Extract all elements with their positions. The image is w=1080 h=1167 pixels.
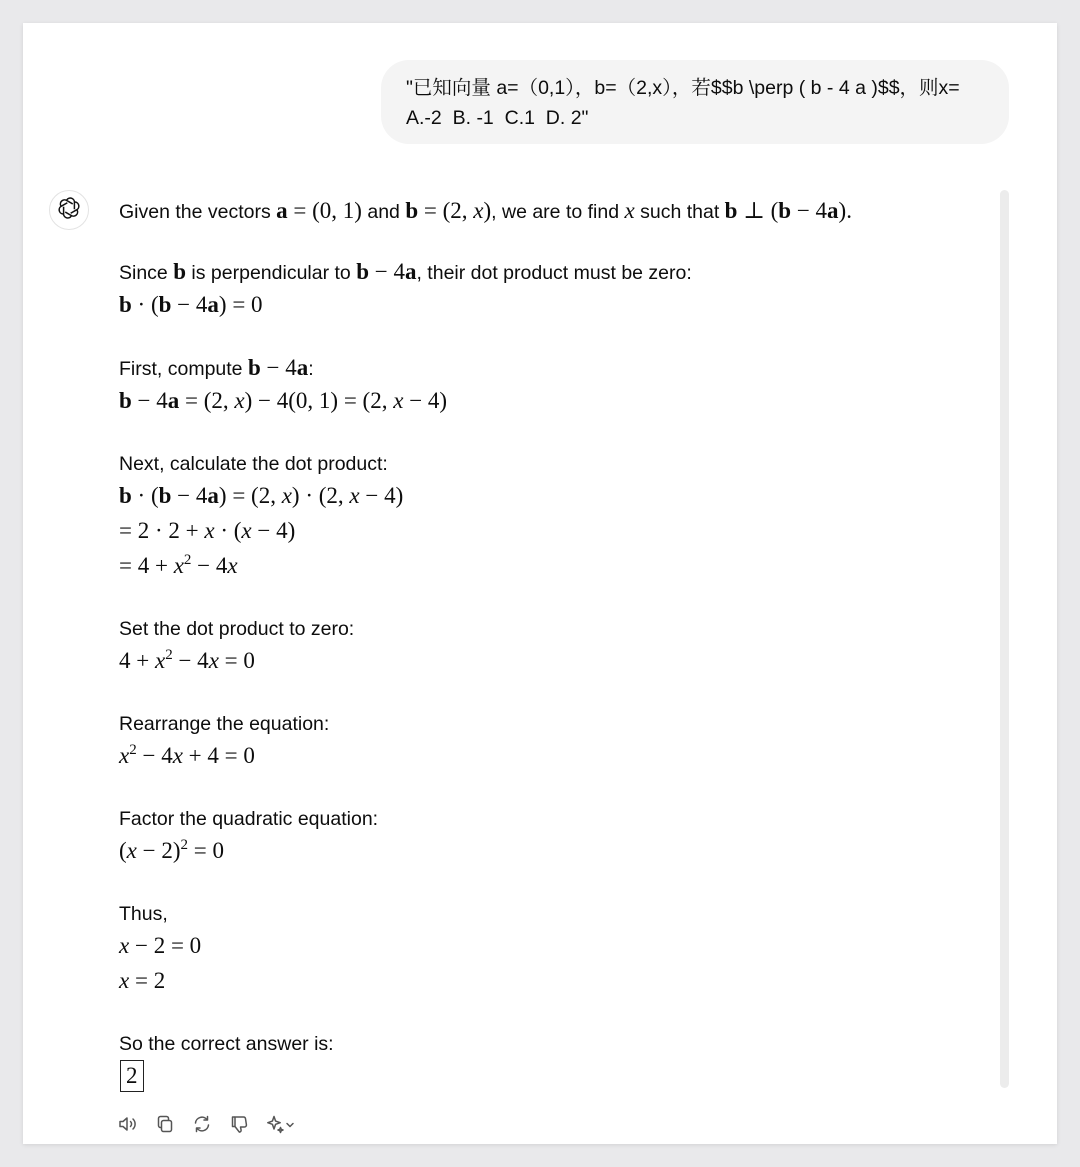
math-rearranged: $x^2 - 4x + 4 = 0$ [119,742,255,768]
intro-line: Given the vectors a = (0, 1) and b = (2, x), we are to find x such that b ⊥ (b − 4a). [119,198,852,223]
factor-text: Factor the quadratic equation: [119,808,379,830]
answer-row [119,1058,979,1093]
assistant-avatar [49,190,89,230]
scrollbar[interactable] [1000,190,1009,1088]
math-x-equals-2: x = 2 [119,968,166,993]
user-message-bubble: "已知向量 a=（0,1），b=（2,x），若$$b \perp ( b - 4 a )$$，则x= A.-2 B. -1 C.1 D. 2" [381,60,1009,144]
set-zero-text: Set the dot product to zero: [119,618,355,640]
math-factored: $(x - 2)^2 = 0$ [119,837,225,863]
math-dot-line-1: b · (b − 4a) = (2, x) · (2, x − 4) [119,483,404,508]
rearrange-text: Rearrange the equation: [119,713,330,735]
sparkle-model-icon[interactable] [264,1112,298,1136]
thumbs-down-icon[interactable] [227,1112,251,1136]
message-actions [116,1112,311,1136]
math-dot-product-zero: b · (b − 4a) = 0 [119,292,263,317]
math-dot-line-2: = 2 · 2 + x · (x − 4) [119,518,296,543]
math-x-minus-2: x − 2 = 0 [119,933,202,958]
regenerate-icon[interactable] [190,1112,214,1136]
read-aloud-icon[interactable] [116,1112,140,1136]
perpendicular-text: Since b is perpendicular to b − 4a, their dot product must be zero: [119,259,692,284]
math-dot-line-3: = $4 + x^2 - 4x$ [119,552,238,578]
thus-text: Thus, [119,903,168,925]
math-b-minus-4a: b − 4a = (2, x) − 4(0, 1) = (2, x − 4) [119,388,448,413]
openai-logo-icon [57,196,81,225]
compute-text: First, compute b − 4a: [119,355,314,380]
copy-icon[interactable] [153,1112,177,1136]
boxed-answer: 2 [120,1060,144,1092]
answer-text: So the correct answer is: [119,1033,334,1055]
chat-window [23,23,1057,1144]
math-set-zero: $4 + x^2 - 4x = 0$ [119,647,255,673]
dot-product-text: Next, calculate the dot product: [119,453,388,475]
assistant-message [119,197,979,1093]
